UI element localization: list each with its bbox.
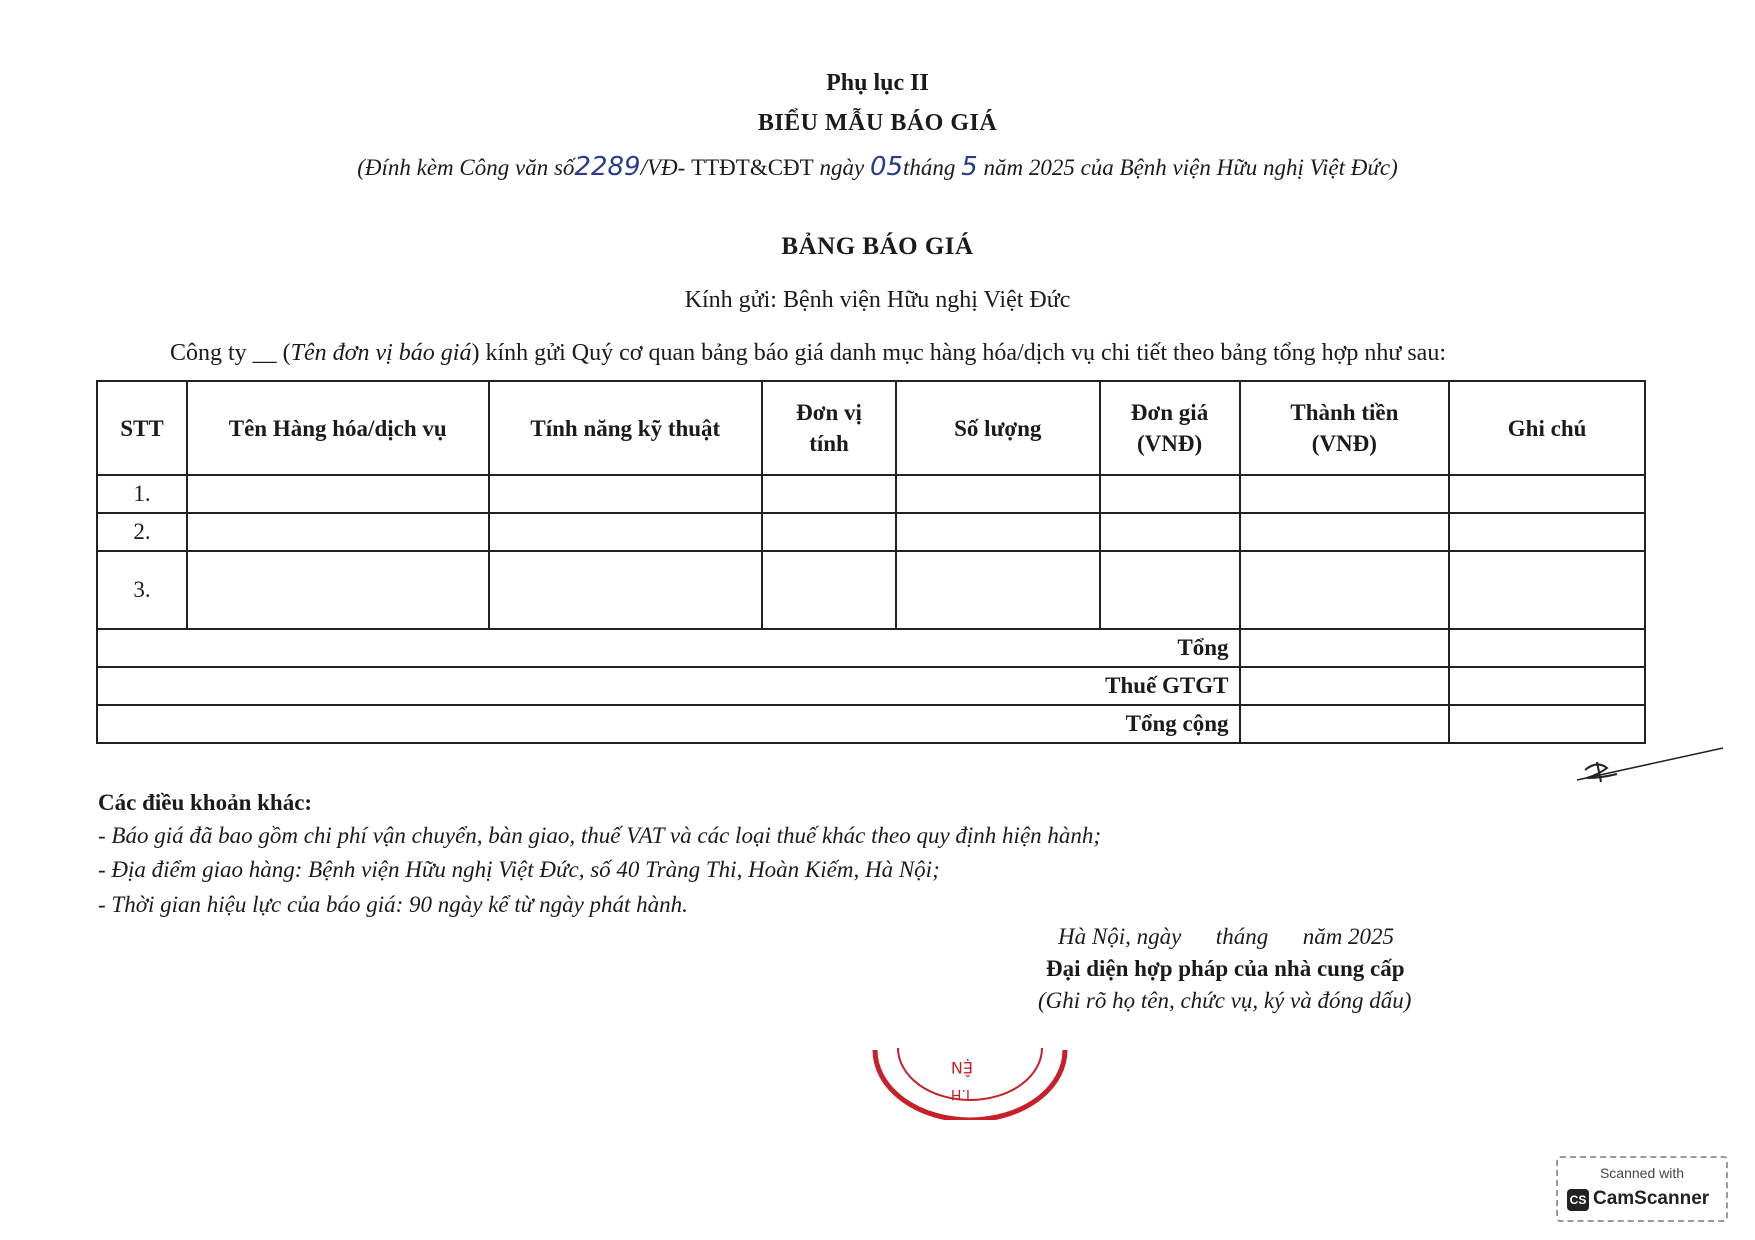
cell-unit	[762, 551, 896, 629]
term-item: - Thời gian hiệu lực của báo giá: 90 ngày kể từ ngày phát hành.	[98, 892, 688, 917]
month-label: tháng	[903, 155, 956, 180]
camscanner-watermark	[1556, 1156, 1728, 1222]
vat-label: Thuế GTGT	[97, 667, 1240, 705]
term-item: - Địa điểm giao hàng: Bệnh viện Hữu nghị Việt Đức, số 40 Tràng Thi, Hoàn Kiếm, Hà Nội;	[98, 857, 940, 882]
attach-suffix: năm 2025 của Bệnh viện Hữu nghị Việt Đức)	[983, 155, 1398, 180]
row-number: 1.	[97, 475, 187, 513]
cell-name	[187, 513, 489, 551]
signature-instruction: (Ghi rõ họ tên, chức vụ, ký và đóng dấu)	[1038, 988, 1412, 1013]
cell-amount	[1240, 475, 1450, 513]
svg-text:I.H: I.H	[950, 1086, 970, 1102]
appendix-label: Phụ lục II	[826, 70, 929, 96]
form-title: BIỂU MẪU BÁO GIÁ	[757, 110, 998, 136]
col-header-unit	[762, 381, 896, 475]
camscanner-brand: CamScanner	[1593, 1188, 1710, 1209]
handwritten-doc-number: 2289	[574, 152, 641, 182]
grand-total-label: Tổng cộng	[97, 705, 1240, 743]
unit-line1: Đơn vị	[796, 400, 862, 425]
cell-name	[187, 551, 489, 629]
doc-code-plain: TTĐT&CĐT	[691, 155, 814, 180]
col-header-qty: Số lượng	[896, 381, 1100, 475]
cell-qty	[896, 513, 1100, 551]
cell-qty	[896, 475, 1100, 513]
amount-line1: Thành tiền	[1290, 400, 1399, 425]
cell-unit	[762, 513, 896, 551]
signature-date-line: Hà Nội, ngày tháng năm 2025	[1058, 924, 1395, 949]
subtotal-row	[97, 629, 1645, 667]
table-title: BẢNG BÁO GIÁ	[781, 233, 974, 260]
row-number: 2.	[97, 513, 187, 551]
recipient-line: Kính gửi: Bệnh viện Hữu nghị Việt Đức	[684, 287, 1071, 313]
col-header-stt: STT	[97, 381, 187, 475]
grand-total-note	[1449, 705, 1645, 743]
handwritten-initial-mark	[1575, 740, 1725, 790]
intro-suffix: ) kính gửi Quý cơ quan bảng báo giá danh mục hàng hóa/dịch vụ chi tiết theo bảng tổng hợp như sau:	[471, 340, 1446, 366]
red-seal-stamp-icon	[860, 1040, 1080, 1120]
attachment-reference-line	[0, 152, 1755, 182]
representative-title: Đại diện hợp pháp của nhà cung cấp	[1046, 956, 1405, 981]
col-header-note: Ghi chú	[1449, 381, 1645, 475]
camscanner-logo-icon: CS	[1567, 1189, 1589, 1211]
cell-qty	[896, 551, 1100, 629]
col-header-price	[1100, 381, 1240, 475]
day-label: ngày	[819, 155, 865, 180]
col-header-amount	[1240, 381, 1450, 475]
subtotal-note	[1449, 629, 1645, 667]
grand-total-row	[97, 705, 1645, 743]
cell-spec	[489, 551, 763, 629]
handwritten-month: 5	[961, 152, 978, 182]
doc-code-italic: /VĐ-	[640, 155, 686, 180]
cell-note	[1449, 513, 1645, 551]
cell-price	[1100, 475, 1240, 513]
handwritten-day: 05	[869, 152, 904, 182]
subtotal-amount	[1240, 629, 1450, 667]
cell-amount	[1240, 551, 1450, 629]
subtotal-label: Tổng	[97, 629, 1240, 667]
col-header-name: Tên Hàng hóa/dịch vụ	[187, 381, 489, 475]
cell-amount	[1240, 513, 1450, 551]
quotation-table	[96, 380, 1646, 744]
price-line2: (VNĐ)	[1136, 431, 1203, 456]
table-row	[97, 551, 1645, 629]
intro-prefix: Công ty __ (	[170, 340, 291, 366]
company-placeholder: Tên đơn vị báo giá	[290, 340, 472, 366]
cell-note	[1449, 551, 1645, 629]
table-header-row	[97, 381, 1645, 475]
cell-name	[187, 475, 489, 513]
unit-line2: tính	[809, 431, 849, 456]
scanned-with-label: Scanned with	[1599, 1165, 1685, 1181]
col-header-spec: Tính năng kỹ thuật	[489, 381, 763, 475]
intro-paragraph	[170, 340, 1446, 367]
table-row	[97, 475, 1645, 513]
amount-line2: (VNĐ)	[1311, 431, 1377, 456]
attach-prefix: (Đính kèm Công văn số	[357, 155, 575, 180]
terms-title: Các điều khoản khác:	[98, 790, 313, 815]
grand-total-amount	[1240, 705, 1450, 743]
table-row	[97, 513, 1645, 551]
vat-amount	[1240, 667, 1450, 705]
term-item: - Báo giá đã bao gồm chi phí vận chuyển, bàn giao, thuế VAT và các loại thuế khác theo quy định hiện hành;	[98, 823, 1102, 848]
cell-unit	[762, 475, 896, 513]
cell-price	[1100, 551, 1240, 629]
cell-spec	[489, 513, 763, 551]
cell-note	[1449, 475, 1645, 513]
cell-price	[1100, 513, 1240, 551]
row-number: 3.	[97, 551, 187, 629]
cell-spec	[489, 475, 763, 513]
vat-row	[97, 667, 1645, 705]
vat-note	[1449, 667, 1645, 705]
svg-text:ỆN: ỆN	[950, 1058, 973, 1077]
price-line1: Đơn giá	[1130, 400, 1209, 425]
